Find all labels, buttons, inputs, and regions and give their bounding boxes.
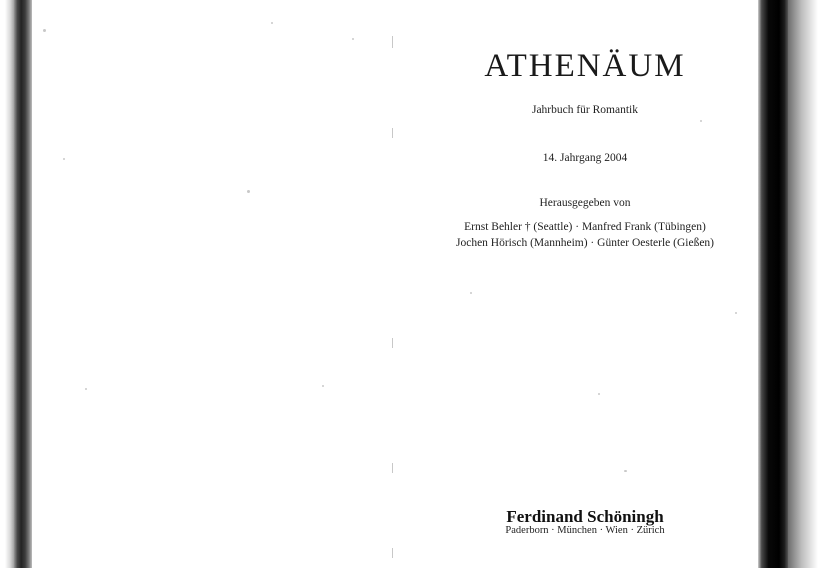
scan-speck	[43, 29, 46, 32]
publisher-cities: Paderborn · München · Wien · Zürich	[505, 525, 665, 536]
scan-speck	[63, 158, 65, 160]
editors-line-1: Ernst Behler † (Seattle) · Manfred Frank (Tübingen)	[464, 221, 706, 233]
scan-left-binding-shadow	[14, 0, 32, 570]
scan-speck	[352, 38, 354, 40]
page-title: ATHENÄUM	[484, 48, 686, 84]
scan-streak	[392, 548, 393, 558]
scan-right-binding-shadow	[758, 0, 788, 568]
scan-streak	[392, 128, 393, 138]
publisher-name: Ferdinand Schöningh	[506, 507, 664, 526]
editors-list	[400, 220, 770, 251]
scan-speck	[735, 312, 737, 314]
scan-speck	[470, 292, 472, 294]
page-subtitle: Jahrbuch für Romantik	[531, 104, 639, 116]
scan-speck	[598, 393, 600, 395]
scan-speck	[85, 388, 87, 390]
scan-bottom-edge	[0, 568, 818, 576]
scan-speck	[271, 22, 273, 24]
edited-by-label: Herausgegeben von	[539, 197, 631, 209]
volume-year: 14. Jahrgang 2004	[542, 152, 628, 164]
editors-line-2: Jochen Hörisch (Mannheim) · Günter Oesterle (Gießen)	[455, 236, 715, 249]
scan-speck	[322, 385, 324, 387]
scan-speck	[624, 470, 627, 472]
scan-streak	[392, 463, 393, 473]
scan-streak	[392, 338, 393, 348]
scan-right-edge-fade	[788, 0, 818, 568]
scan-speck	[247, 190, 250, 193]
scan-streak	[392, 36, 393, 48]
scan-speck	[700, 120, 702, 122]
